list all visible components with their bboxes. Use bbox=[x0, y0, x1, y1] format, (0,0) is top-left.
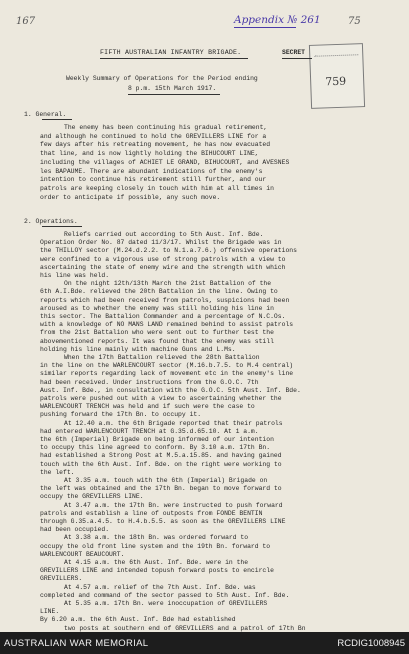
text-line: WARLENCOURT BEAUCOURT. bbox=[40, 550, 125, 558]
operations-underline bbox=[42, 226, 82, 227]
text-line: two posts at southern end of GREVILLERS and a patrol of 17th Bn bbox=[64, 624, 306, 632]
text-line: abovementioned reports. It was found that the enemy was still bbox=[40, 337, 274, 345]
stamp-header-line bbox=[314, 48, 358, 57]
text-line: patrols and establish a line of outposts from FONDE BENTIN bbox=[40, 509, 263, 517]
text-line: patrols were pushed out with a view to ascertaining whether the bbox=[40, 395, 282, 402]
text-line: holding his line mainly with machine Guns and L.Ms. bbox=[40, 345, 236, 353]
appendix-underline bbox=[234, 27, 296, 28]
classification-underline bbox=[282, 58, 312, 59]
appendix-annotation: Appendix № 261 bbox=[234, 14, 321, 26]
text-line: Operation Order No. 87 dated 11/3/17. Whilst the Brigade was in bbox=[40, 239, 282, 247]
text-line: The enemy has been continuing his gradual retirement, bbox=[64, 124, 268, 131]
text-line: touch with the 6th Aust. Inf. Bde. on the right were working to bbox=[40, 460, 282, 468]
text-line: order to anticipate if possible, any such move. bbox=[40, 193, 221, 201]
text-line: had been received. Under instructions from the G.O.C. 7th bbox=[40, 378, 259, 386]
brigade-heading: FIFTH AUSTRALIAN INFANTRY BRIGADE. bbox=[100, 49, 242, 56]
section-general-heading: 1. General. bbox=[24, 111, 67, 118]
text-line: through G.35.a.4.5. to H.4.b.5.5. as soon as the GREVILLERS LINE bbox=[40, 518, 286, 525]
text-line: occupy the old front line system and the 19th Bn. forward to bbox=[40, 542, 271, 550]
text-line: At 3.35 a.m. touch with the 6th (Imperial) Brigade on bbox=[64, 477, 268, 484]
text-line: When the 17th Battalion relieved the 28th Battalion bbox=[64, 354, 260, 361]
text-line: intention to continue his retirement still further, and our bbox=[40, 176, 267, 184]
text-line: On the night 12th/13th March the 21st Battalion of the bbox=[64, 280, 272, 288]
text-line: in the line on the WARLENCOURT sector (M.16.b.7.5. to M.4 central) bbox=[40, 362, 294, 370]
text-line: this sector. The Battalion Commander and a percentage of N.C.Os. bbox=[40, 313, 286, 320]
text-line: At 3.47 a.m. the 17th Bn. were instructed to push forward bbox=[64, 501, 283, 509]
text-line: completed and command of the sector passed to 5th Aust. Inf. Bde. bbox=[40, 591, 290, 599]
text-line: the 6th (Imperial) Brigade on being informed of our intention bbox=[40, 436, 274, 443]
text-line: At 3.38 a.m. the 18th Bn. was ordered forward to bbox=[64, 534, 249, 542]
text-line: 6th A.I.Bde. relieved the 20th Battalion in the line. Owing to bbox=[40, 288, 278, 296]
text-line: had established a Strong Post at M.5.a.15.85. and having gained bbox=[40, 452, 282, 460]
text-line: the left. bbox=[40, 468, 75, 476]
text-line: were confined to a vigorous use of strong patrols with a view to bbox=[40, 255, 286, 263]
registry-stamp bbox=[309, 43, 365, 109]
text-line: had entered WARLENCOURT TRENCH at G.35.d.65.10. At 1 a.m. bbox=[40, 427, 259, 435]
text-line: reports which had been received from patrols, suspicions had been bbox=[40, 296, 290, 304]
text-line: At 12.40 a.m. the 6th Brigade reported that their patrols bbox=[64, 419, 283, 427]
text-line: occupy the GREVILLERS LINE. bbox=[40, 493, 144, 501]
section-operations-heading: 2. Operations. bbox=[24, 218, 78, 225]
text-line: At 4.57 a.m. relief of the 7th Aust. Inf. Bde. was bbox=[64, 583, 256, 591]
footer-institution: AUSTRALIAN WAR MEMORIAL bbox=[4, 638, 149, 649]
brigade-underline bbox=[100, 58, 248, 59]
archive-footer bbox=[0, 632, 409, 654]
text-line: had been occupied. bbox=[40, 526, 110, 534]
text-line: GREVILLERS. bbox=[40, 575, 83, 583]
text-line: At 4.15 a.m. the 6th Aust. Inf. Bde. were in the bbox=[64, 559, 249, 566]
text-line: By 6.20 a.m. the 6th Aust. Inf. Bde had established bbox=[40, 616, 236, 624]
stamp-number: 759 bbox=[324, 74, 347, 89]
text-line: Reliefs carried out according to 5th Aust. Inf. Bde. bbox=[64, 231, 264, 238]
title-underline bbox=[128, 94, 220, 95]
text-line: Aust. Inf. Bde., in consultation with the G.O.C. 5th Aust. Inf. Bde. bbox=[40, 386, 301, 394]
text-line: his line was held. bbox=[40, 272, 110, 279]
text-line: including the villages of ACHIET LE GRAND, BIHUCOURT, and AVESNES bbox=[40, 158, 290, 166]
text-line: few days after his retreating movement, he has now evacuated bbox=[40, 141, 271, 149]
text-line: with a knowledge of NO MANS LAND remained behind to assist patrols bbox=[40, 321, 294, 329]
footer-reference: RCDIG1008945 bbox=[337, 638, 405, 649]
text-line: from the 21st Battalion who were sent out to further test the bbox=[40, 329, 274, 337]
general-underline bbox=[42, 119, 72, 120]
summary-title-date: 8 p.m. 15th March 1917. bbox=[128, 85, 217, 92]
text-line: that line, and is now lightly holding the BIHUCOURT LINE, bbox=[40, 150, 259, 158]
text-line: and although he continued to hold the GREVILLERS LINE for a bbox=[40, 132, 267, 140]
text-line: At 5.35 a.m. 17th Bn. were inoccupation of GREVILLERS bbox=[64, 600, 268, 607]
text-line: les BAPAUME. There are abundant indications of the enemy's bbox=[40, 167, 263, 175]
text-line: similar reports regarding lack of movement etc in the enemy's line bbox=[40, 370, 294, 378]
text-line: the THILLOY sector (M.24.d.2.2. to N.1.a.7.6.) offensive operations bbox=[40, 247, 297, 255]
summary-title: Weekly Summary of Operations for the Period ending bbox=[66, 75, 258, 82]
text-line: WARLENCOURT TRENCH was held and if such were the case to bbox=[40, 403, 255, 411]
text-line: to occupy this line agreed to conform. By 3.10 a.m. 17th Bn. bbox=[40, 444, 271, 452]
text-line: GREVILLERS LINE and intended topush forward posts to encircle bbox=[40, 567, 274, 575]
text-line: the left was obtained and the 17th Bn. began to move forward to bbox=[40, 485, 282, 493]
text-line: patrols are keeping closely in touch with him at all times in bbox=[40, 184, 274, 192]
page-number-left: 167 bbox=[16, 16, 36, 27]
text-line: pushing forward the 17th Bn. to occupy it. bbox=[40, 411, 202, 419]
text-line: ascertaining the state of enemy wire and the strength with which bbox=[40, 263, 286, 271]
page-number-right: 75 bbox=[348, 16, 361, 27]
classification-label: SECRET bbox=[282, 49, 306, 56]
text-line: LINE. bbox=[40, 608, 60, 616]
text-line: aroused as to whether the enemy was still holding his line in bbox=[40, 304, 274, 312]
